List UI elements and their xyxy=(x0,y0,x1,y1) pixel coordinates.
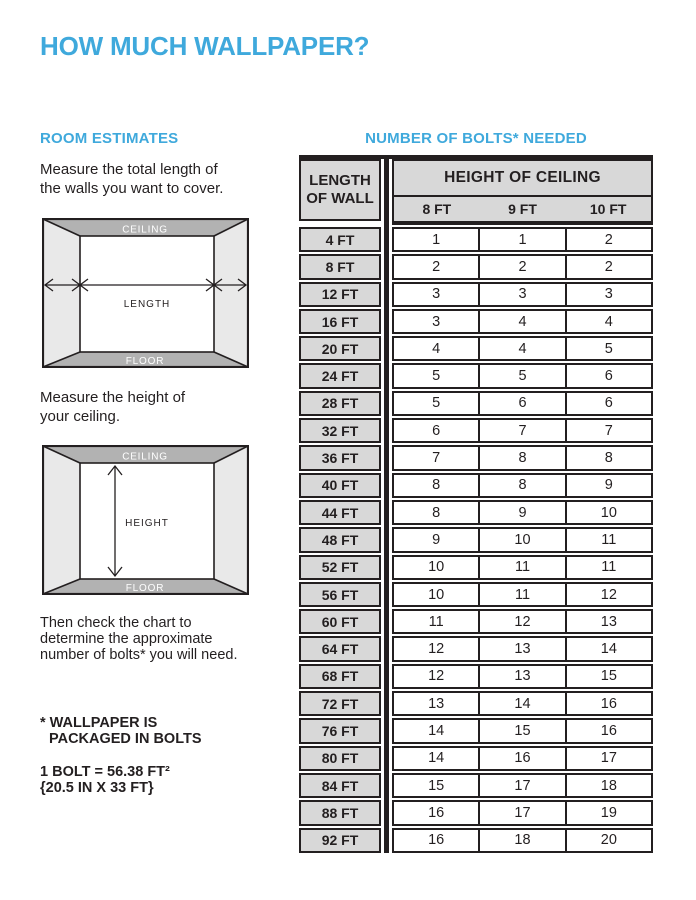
row-label-cell: 64 FT xyxy=(299,636,381,661)
table-row xyxy=(299,391,653,416)
row-label-cell: 32 FT xyxy=(299,418,381,443)
row-label-cell: 60 FT xyxy=(299,609,381,634)
table-row xyxy=(299,609,653,634)
row-values xyxy=(392,418,653,443)
value-cell: 17 xyxy=(478,800,566,825)
bolts-needed-table xyxy=(299,155,653,855)
column-header-10ft: 10 FT xyxy=(589,201,627,217)
instruction-line: number of bolts* you will need. xyxy=(40,647,238,664)
value-cell: 2 xyxy=(565,227,653,252)
value-cell: 15 xyxy=(392,773,480,798)
height-of-ceiling-header: HEIGHT OF CEILING xyxy=(392,159,653,197)
section-heading-room-estimates: ROOM ESTIMATES xyxy=(40,130,179,147)
column-header-8ft: 8 FT xyxy=(422,201,452,217)
value-cell: 2 xyxy=(392,254,480,279)
bolt-spec-line: 1 BOLT = 56.38 FT² xyxy=(40,764,170,780)
table-row xyxy=(299,773,653,798)
value-cell: 14 xyxy=(392,746,480,771)
value-cell: 8 xyxy=(565,445,653,470)
table-row xyxy=(299,363,653,388)
instruction-step-3 xyxy=(40,615,237,664)
row-values xyxy=(392,500,653,525)
value-cell: 13 xyxy=(565,609,653,634)
row-label-cell: 8 FT xyxy=(299,254,381,279)
value-cell: 14 xyxy=(565,636,653,661)
table-row xyxy=(299,418,653,443)
value-cell: 8 xyxy=(478,445,566,470)
value-cell: 9 xyxy=(565,473,653,498)
row-label-cell: 68 FT xyxy=(299,664,381,689)
row-label-cell: 84 FT xyxy=(299,773,381,798)
table-row xyxy=(299,254,653,279)
instruction-line: Measure the height of xyxy=(40,389,186,406)
row-label-cell: 48 FT xyxy=(299,527,381,552)
room-perspective-shape xyxy=(43,219,248,367)
value-cell: 17 xyxy=(478,773,566,798)
table-row xyxy=(299,527,653,552)
row-label-cell: 92 FT xyxy=(299,828,381,853)
value-cell: 16 xyxy=(478,746,566,771)
table-body xyxy=(299,227,653,855)
value-cell: 10 xyxy=(478,527,566,552)
row-values xyxy=(392,691,653,716)
bolt-spec-line: {20.5 IN X 33 FT} xyxy=(40,779,154,796)
table-row xyxy=(299,664,653,689)
value-cell: 7 xyxy=(565,418,653,443)
value-cell: 15 xyxy=(565,664,653,689)
row-values xyxy=(392,309,653,334)
table-row xyxy=(299,555,653,580)
instruction-line: determine the approximate xyxy=(40,631,213,648)
value-cell: 5 xyxy=(392,363,480,388)
row-label-cell: 76 FT xyxy=(299,718,381,743)
value-cell: 3 xyxy=(478,282,566,307)
value-cell: 11 xyxy=(565,555,653,580)
row-label-cell: 80 FT xyxy=(299,746,381,771)
row-values xyxy=(392,527,653,552)
value-cell: 16 xyxy=(392,828,480,853)
instruction-line: Then check the chart to xyxy=(40,615,192,631)
row-label-cell: 88 FT xyxy=(299,800,381,825)
row-values xyxy=(392,473,653,498)
value-cell: 4 xyxy=(478,309,566,334)
value-cell: 6 xyxy=(565,391,653,416)
value-cell: 6 xyxy=(478,391,566,416)
table-row xyxy=(299,746,653,771)
table-row xyxy=(299,282,653,307)
table-row xyxy=(299,227,653,252)
value-cell: 12 xyxy=(478,609,566,634)
value-cell: 12 xyxy=(392,664,480,689)
row-values xyxy=(392,227,653,252)
value-cell: 16 xyxy=(392,800,480,825)
row-values xyxy=(392,582,653,607)
value-cell: 10 xyxy=(392,582,480,607)
value-cell: 8 xyxy=(392,500,480,525)
row-values xyxy=(392,363,653,388)
value-cell: 4 xyxy=(478,336,566,361)
value-cell: 14 xyxy=(478,691,566,716)
instruction-step-1 xyxy=(40,160,223,198)
value-cell: 10 xyxy=(565,500,653,525)
column-header-9ft: 9 FT xyxy=(508,201,537,217)
table-column-divider xyxy=(384,155,389,853)
row-label-cell: 36 FT xyxy=(299,445,381,470)
value-cell: 14 xyxy=(392,718,480,743)
value-cell: 8 xyxy=(478,473,566,498)
value-cell: 3 xyxy=(565,282,653,307)
instruction-step-2 xyxy=(40,388,185,426)
value-cell: 2 xyxy=(565,254,653,279)
row-label-cell: 24 FT xyxy=(299,363,381,388)
header-line: OF WALL xyxy=(306,190,374,207)
value-cell: 9 xyxy=(392,527,480,552)
row-values xyxy=(392,664,653,689)
row-values xyxy=(392,609,653,634)
value-cell: 13 xyxy=(478,664,566,689)
row-label-cell: 16 FT xyxy=(299,309,381,334)
value-cell: 13 xyxy=(478,636,566,661)
table-row xyxy=(299,828,653,853)
value-cell: 7 xyxy=(478,418,566,443)
value-cell: 18 xyxy=(565,773,653,798)
row-label-cell: 28 FT xyxy=(299,391,381,416)
row-label-cell: 44 FT xyxy=(299,500,381,525)
row-values xyxy=(392,746,653,771)
header-line: LENGTH xyxy=(309,172,371,189)
value-cell: 3 xyxy=(392,309,480,334)
value-cell: 11 xyxy=(478,582,566,607)
table-row xyxy=(299,800,653,825)
row-values xyxy=(392,636,653,661)
value-cell: 12 xyxy=(565,582,653,607)
value-cell: 7 xyxy=(392,445,480,470)
row-values xyxy=(392,773,653,798)
row-label-cell: 40 FT xyxy=(299,473,381,498)
value-cell: 11 xyxy=(565,527,653,552)
page-title: HOW MUCH WALLPAPER? xyxy=(40,31,370,61)
value-cell: 10 xyxy=(392,555,480,580)
footnote-line: PACKAGED IN BOLTS xyxy=(49,730,202,747)
value-cell: 6 xyxy=(392,418,480,443)
value-cell: 11 xyxy=(392,609,480,634)
value-cell: 3 xyxy=(392,282,480,307)
ceiling-height-columns-header xyxy=(392,197,653,225)
footnote-line: * WALLPAPER IS xyxy=(40,715,158,731)
value-cell: 9 xyxy=(478,500,566,525)
length-of-wall-header xyxy=(299,159,381,221)
value-cell: 16 xyxy=(565,691,653,716)
row-values xyxy=(392,254,653,279)
value-cell: 1 xyxy=(478,227,566,252)
row-label-cell: 52 FT xyxy=(299,555,381,580)
value-cell: 17 xyxy=(565,746,653,771)
table-row xyxy=(299,636,653,661)
value-cell: 8 xyxy=(392,473,480,498)
value-cell: 16 xyxy=(565,718,653,743)
row-values xyxy=(392,336,653,361)
value-cell: 5 xyxy=(478,363,566,388)
table-row xyxy=(299,309,653,334)
row-label-cell: 4 FT xyxy=(299,227,381,252)
table-row xyxy=(299,445,653,470)
table-row xyxy=(299,582,653,607)
table-row xyxy=(299,336,653,361)
row-values xyxy=(392,282,653,307)
value-cell: 20 xyxy=(565,828,653,853)
value-cell: 4 xyxy=(392,336,480,361)
value-cell: 11 xyxy=(478,555,566,580)
room-height-diagram xyxy=(42,445,249,595)
value-cell: 6 xyxy=(565,363,653,388)
value-cell: 5 xyxy=(565,336,653,361)
instruction-line: the walls you want to cover. xyxy=(40,180,224,197)
ceiling-label: CEILING xyxy=(122,224,168,236)
bolt-spec-note xyxy=(40,765,170,797)
table-row xyxy=(299,500,653,525)
row-label-cell: 72 FT xyxy=(299,691,381,716)
instruction-line: your ceiling. xyxy=(40,408,121,425)
row-values xyxy=(392,828,653,853)
table-row xyxy=(299,473,653,498)
row-label-cell: 20 FT xyxy=(299,336,381,361)
wallpaper-bolts-footnote xyxy=(40,716,202,748)
row-values xyxy=(392,800,653,825)
floor-label: FLOOR xyxy=(125,583,165,594)
length-label: LENGTH xyxy=(123,299,171,310)
height-label: HEIGHT xyxy=(125,518,169,529)
row-values xyxy=(392,445,653,470)
value-cell: 18 xyxy=(478,828,566,853)
value-cell: 4 xyxy=(565,309,653,334)
row-label-cell: 12 FT xyxy=(299,282,381,307)
instruction-line: Measure the total length of xyxy=(40,161,218,178)
value-cell: 5 xyxy=(392,391,480,416)
room-length-diagram xyxy=(42,218,249,368)
row-label-cell: 56 FT xyxy=(299,582,381,607)
row-values xyxy=(392,391,653,416)
value-cell: 12 xyxy=(392,636,480,661)
row-values xyxy=(392,718,653,743)
table-row xyxy=(299,718,653,743)
table-row xyxy=(299,691,653,716)
ceiling-label: CEILING xyxy=(122,451,168,463)
row-values xyxy=(392,555,653,580)
section-heading-bolts-needed: NUMBER OF BOLTS* NEEDED xyxy=(365,130,587,147)
value-cell: 13 xyxy=(392,691,480,716)
value-cell: 1 xyxy=(392,227,480,252)
floor-label: FLOOR xyxy=(125,356,165,367)
value-cell: 2 xyxy=(478,254,566,279)
value-cell: 19 xyxy=(565,800,653,825)
value-cell: 15 xyxy=(478,718,566,743)
